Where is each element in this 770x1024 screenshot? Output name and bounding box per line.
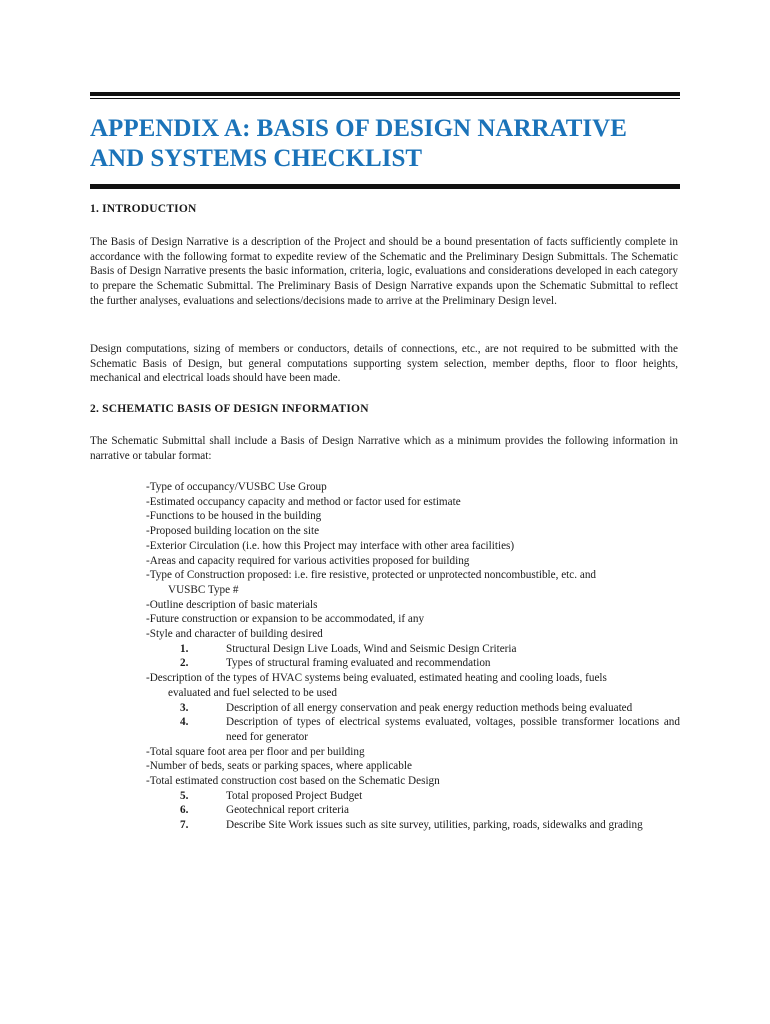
list-item-continuation: evaluated and fuel selected to be used [168,686,337,699]
section-1-paragraph-2: Design computations, sizing of members or conductors, details of connections, etc., are not required to be submitted with the Schematic Basis of Design, but general computations supporting system selection, member depths, floor to floor heights, mechanical and electrical loads should have been made. [90,343,678,385]
item-text: Structural Design Live Loads, Wind and Seismic Design Criteria [226,642,517,655]
section-2-paragraph-1: The Schematic Submittal shall include a Basis of Design Narrative which as a minimum provides the following information in narrative or tabular format: [90,435,678,462]
list-item: -Type of occupancy/VUSBC Use Group [146,481,327,493]
list-item: -Number of beds, seats or parking spaces, where applicable [146,760,412,773]
item-number: 1. [180,642,189,655]
item-text: Description of all energy conservation and peak energy reduction methods being evaluated [226,701,633,714]
item-text: Describe Site Work issues such as site survey, utilities, parking, roads, sidewalks and grading [226,819,643,832]
list-item: -Exterior Circulation (i.e. how this Project may interface with other area facilities) [146,539,515,552]
list-item: -Total square foot area per floor and per building [146,745,365,758]
section-1-heading: 1. INTRODUCTION [90,203,197,215]
section-2-heading: 2. SCHEMATIC BASIS OF DESIGN INFORMATION [90,403,369,415]
list-item: -Estimated occupancy capacity and method or factor used for estimate [146,495,461,508]
page-title: APPENDIX A: BASIS OF DESIGN NARRATIVE AND SYSTEMS CHECKLIST [90,115,627,172]
list-item-text: -Description of the types of HVAC systems being evaluated, estimated heating and cooling loads, fuels [146,672,607,685]
list-item: -Areas and capacity required for various activities proposed for building [146,554,470,567]
item-text: Types of structural framing evaluated and recommendation [226,657,491,670]
numbered-item [146,715,680,744]
list-item-construction [146,568,680,597]
item-text: Description of types of electrical systems evaluated, voltages, possible transformer locations and need for generator [226,716,680,743]
list-item: -Functions to be housed in the building [146,510,322,523]
item-number: 4. [180,716,189,729]
list-item-text: -Type of Construction proposed: i.e. fire resistive, protected or unprotected noncombustible, etc. and [146,569,597,582]
numbered-item [146,642,680,657]
list-item: -Outline description of basic materials [146,598,318,611]
item-number: 6. [180,804,189,817]
item-text: Geotechnical report criteria [226,804,349,817]
item-number: 5. [180,789,189,802]
numbered-item [146,656,680,671]
numbered-item [146,803,680,818]
title-bottom-rule [90,184,680,189]
list-item-hvac [146,671,680,700]
numbered-item [146,789,680,804]
list-item: -Total estimated construction cost based on the Schematic Design [146,775,440,788]
numbered-item [146,818,680,833]
item-number: 7. [180,819,189,832]
list-item: -Style and character of building desired [146,628,323,641]
item-text: Total proposed Project Budget [226,789,363,802]
top-rule-thin [90,98,680,99]
item-number: 3. [180,701,189,714]
numbered-item [146,701,680,716]
list-item-continuation: VUSBC Type # [168,583,239,596]
item-number: 2. [180,657,189,670]
list-item: -Proposed building location on the site [146,525,320,538]
section-1-paragraph-1: The Basis of Design Narrative is a description of the Project and should be a bound presentation of facts sufficiently complete in accordance with the following format to expedite review of the Schematic and the Preliminary Design Submittals. The Schematic Basis of Design Narrative presents the basic information, criteria, logic, evaluations and considerations developed in each category to prepare the Schematic Submittal. The Preliminary Basis of Design Narrative expands upon the Schematic Submittal to reflect the further analyses, evaluations and selections/decisions made to arrive at the Preliminary Design level. [90,236,678,307]
top-rule-thick [90,92,680,96]
basis-of-design-checklist [146,480,680,833]
list-item: -Future construction or expansion to be accommodated, if any [146,613,425,626]
